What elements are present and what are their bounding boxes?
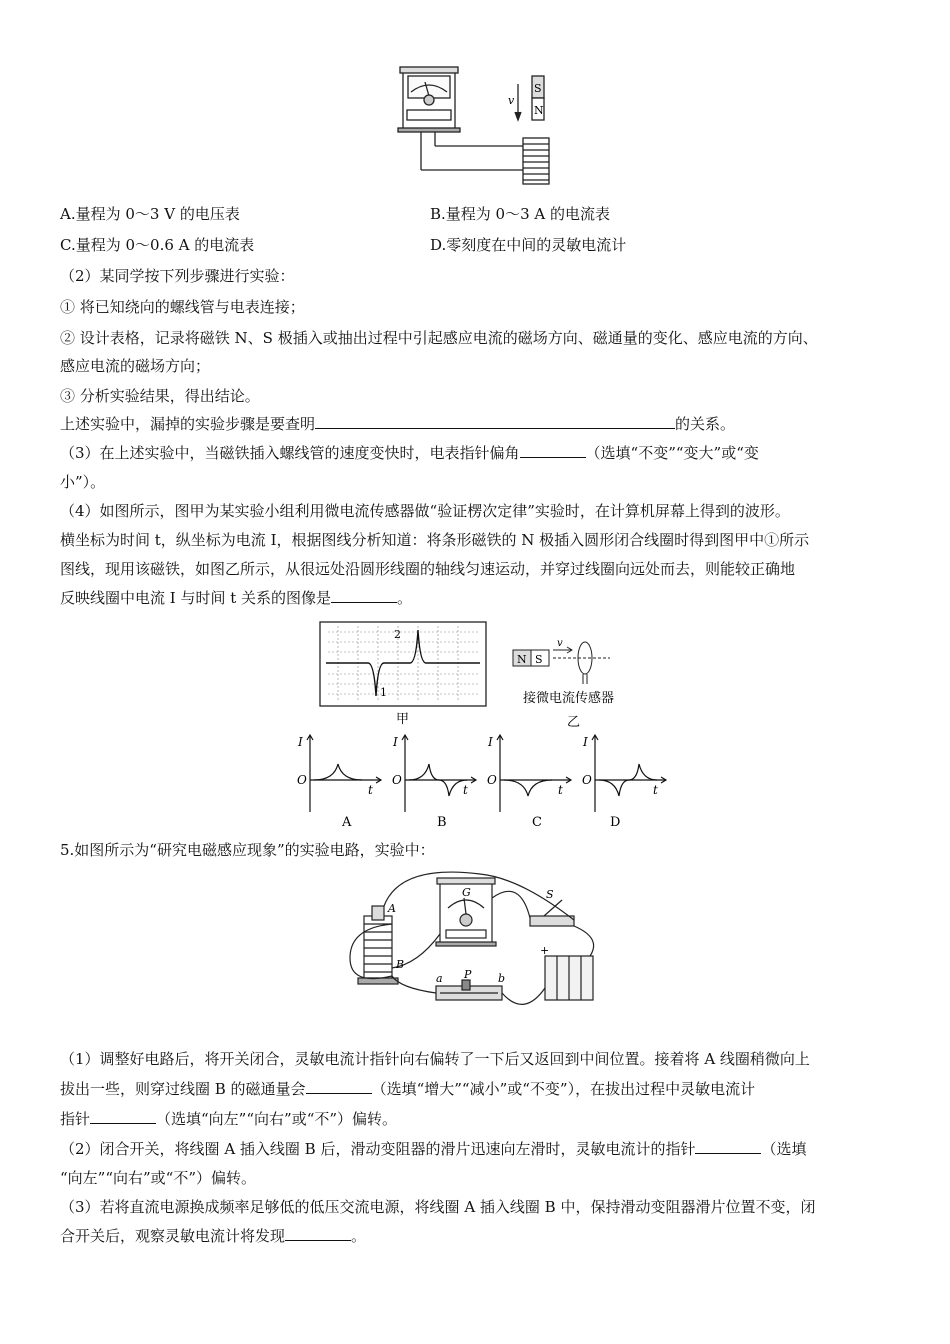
q4-3-line2: 小”）。 — [60, 473, 106, 491]
option-b: B.量程为 0～3 A 的电流表 — [430, 205, 611, 223]
magnet-s: S — [535, 653, 543, 666]
axis-i: I — [583, 735, 588, 749]
q5-1-line3 — [60, 1109, 890, 1129]
q4-3-pre: （3）在上述实验中，当磁铁插入螺线管的速度变快时，电表指针偏角 — [60, 444, 520, 462]
q4-2-question-pre: 上述实验中，漏掉的实验步骤是要查明 — [60, 415, 316, 433]
q5-2-l1-post: （选填 — [761, 1140, 807, 1158]
answer-blank[interactable] — [90, 1109, 156, 1124]
velocity-v: v — [557, 638, 563, 649]
q5-1-l3-pre: 指针 — [60, 1110, 91, 1128]
q4-4-line1: （4）如图所示，图甲为某实验小组利用微电流传感器做“验证楞次定律”实验时，在计算机屏幕上得到的波形。 — [60, 502, 790, 520]
label-p: P — [464, 968, 472, 981]
option-c: C.量程为 0～0.6 A 的电流表 — [60, 236, 255, 254]
q4-4-line2: 横坐标为时间 t，纵坐标为电流 I，根据图线分析知道：将条形磁铁的 N 极插入圆形闭合线圈时得到图甲中①所示 — [60, 531, 810, 549]
label-b-coil: B — [396, 958, 405, 971]
galvanometer-coil-figure — [395, 62, 565, 192]
q5-3-line2 — [60, 1226, 890, 1246]
graph-label-d: D — [610, 815, 621, 830]
caption-jia: 甲 — [396, 712, 410, 727]
axis-i: I — [298, 735, 303, 749]
figure-yi-magnet-loop — [505, 636, 640, 730]
mark-1: 1 — [380, 686, 387, 699]
q4-4-pre: 反映线圈中电流 I 与时间 t 关系的图像是 — [60, 589, 332, 607]
answer-blank[interactable] — [285, 1226, 351, 1241]
q4-4-post: 。 — [397, 589, 413, 607]
axis-i: I — [488, 735, 493, 749]
magnet-s-label: S — [534, 82, 542, 95]
q5-2-line1 — [60, 1139, 890, 1159]
option-a: A.量程为 0～3 V 的电压表 — [60, 205, 240, 223]
answer-graphs — [290, 732, 670, 832]
option-d: D.零刻度在中间的灵敏电流计 — [430, 236, 627, 254]
figure-jia-waveform — [318, 620, 488, 730]
step-2-line2: 感应电流的磁场方向； — [60, 357, 211, 375]
q4-2-question-post: 的关系。 — [675, 415, 736, 433]
axis-t: t — [558, 783, 563, 797]
sensor-label: 接微电流传感器 — [523, 691, 615, 706]
q5-3-l2-pre: 合开关后，观察灵敏电流计将发现 — [60, 1227, 286, 1245]
origin-o: O — [392, 773, 402, 787]
velocity-label: v — [508, 94, 515, 107]
axis-t: t — [653, 783, 658, 797]
origin-o: O — [487, 773, 497, 787]
q5-1-line1: （1）调整好电路后，将开关闭合，灵敏电流计指针向右偏转了一下后又返回到中间位置。接着将 A 线圈稍微向上 — [60, 1050, 810, 1068]
label-plus: + — [540, 944, 550, 957]
q5-3-line1: （3）若将直流电源换成频率足够低的低压交流电源，将线圈 A 插入线圈 B 中，保持滑动变阻器滑片位置不变，闭 — [60, 1198, 816, 1216]
label-switch-s: S — [546, 888, 554, 901]
q4-2-intro: （2）某同学按下列步骤进行实验： — [60, 267, 295, 285]
label-g: G — [462, 886, 471, 899]
axis-i: I — [393, 735, 398, 749]
step-1: ① 将已知绕向的螺线管与电表连接； — [60, 298, 305, 316]
graph-label-c: C — [532, 815, 542, 830]
caption-yi: 乙 — [567, 715, 581, 730]
graph-label-b: B — [437, 815, 447, 830]
origin-o: O — [582, 773, 592, 787]
q5-2-l1-pre: （2）闭合开关，将线圈 A 插入线圈 B 后，滑动变阻器的滑片迅速向左滑时，灵敏电流计的指针 — [60, 1140, 696, 1158]
label-b-end: b — [498, 972, 506, 985]
q5-1-l3-post: （选填“向左”“向右”或“不”）偏转。 — [156, 1110, 398, 1128]
axis-t: t — [368, 783, 373, 797]
q5-1-l2-pre: 拔出一些，则穿过线圈 B 的磁通量会 — [60, 1080, 306, 1098]
step-3: ③ 分析实验结果，得出结论。 — [60, 387, 260, 405]
graph-label-a: A — [342, 815, 352, 830]
label-a-end: a — [436, 972, 443, 985]
label-a-coil: A — [388, 902, 396, 915]
mark-2: 2 — [394, 628, 401, 641]
step-2-line1: ② 设计表格，记录将磁铁 N、S 极插入或抽出过程中引起感应电流的磁场方向、磁通量的变化、感应电流的方向、 — [60, 329, 818, 347]
magnet-n-label: N — [534, 104, 544, 117]
q5-2-line2: “向左”“向右”或“不”）偏转。 — [60, 1169, 257, 1187]
q4-3-post: （选填“不变”“变大”或“变 — [585, 444, 759, 462]
q4-2-question — [60, 414, 890, 434]
answer-blank[interactable] — [306, 1079, 372, 1094]
origin-o: O — [297, 773, 307, 787]
answer-blank[interactable] — [331, 588, 397, 603]
q5-1-l2-post: （选填“增大”“减小”或“不变”），在拔出过程中灵敏电流计 — [371, 1080, 756, 1098]
q4-4-line3: 图线，现用该磁铁，如图乙所示，从很远处沿圆形线圈的轴线匀速运动，并穿过线圈向远处而去，则能较正确地 — [60, 560, 796, 578]
magnet-n: N — [517, 653, 527, 666]
answer-blank[interactable] — [520, 443, 586, 458]
q5-1-line2 — [60, 1079, 890, 1099]
q5-circuit-figure — [340, 868, 620, 1028]
answer-blank[interactable] — [695, 1139, 761, 1154]
q4-3-line1 — [60, 443, 890, 463]
answer-blank[interactable] — [315, 414, 675, 429]
q5-title: 5.如图所示为“研究电磁感应现象”的实验电路，实验中： — [60, 841, 435, 859]
axis-t: t — [463, 783, 468, 797]
q5-3-l2-post: 。 — [351, 1227, 367, 1245]
q4-4-line4 — [60, 588, 890, 608]
